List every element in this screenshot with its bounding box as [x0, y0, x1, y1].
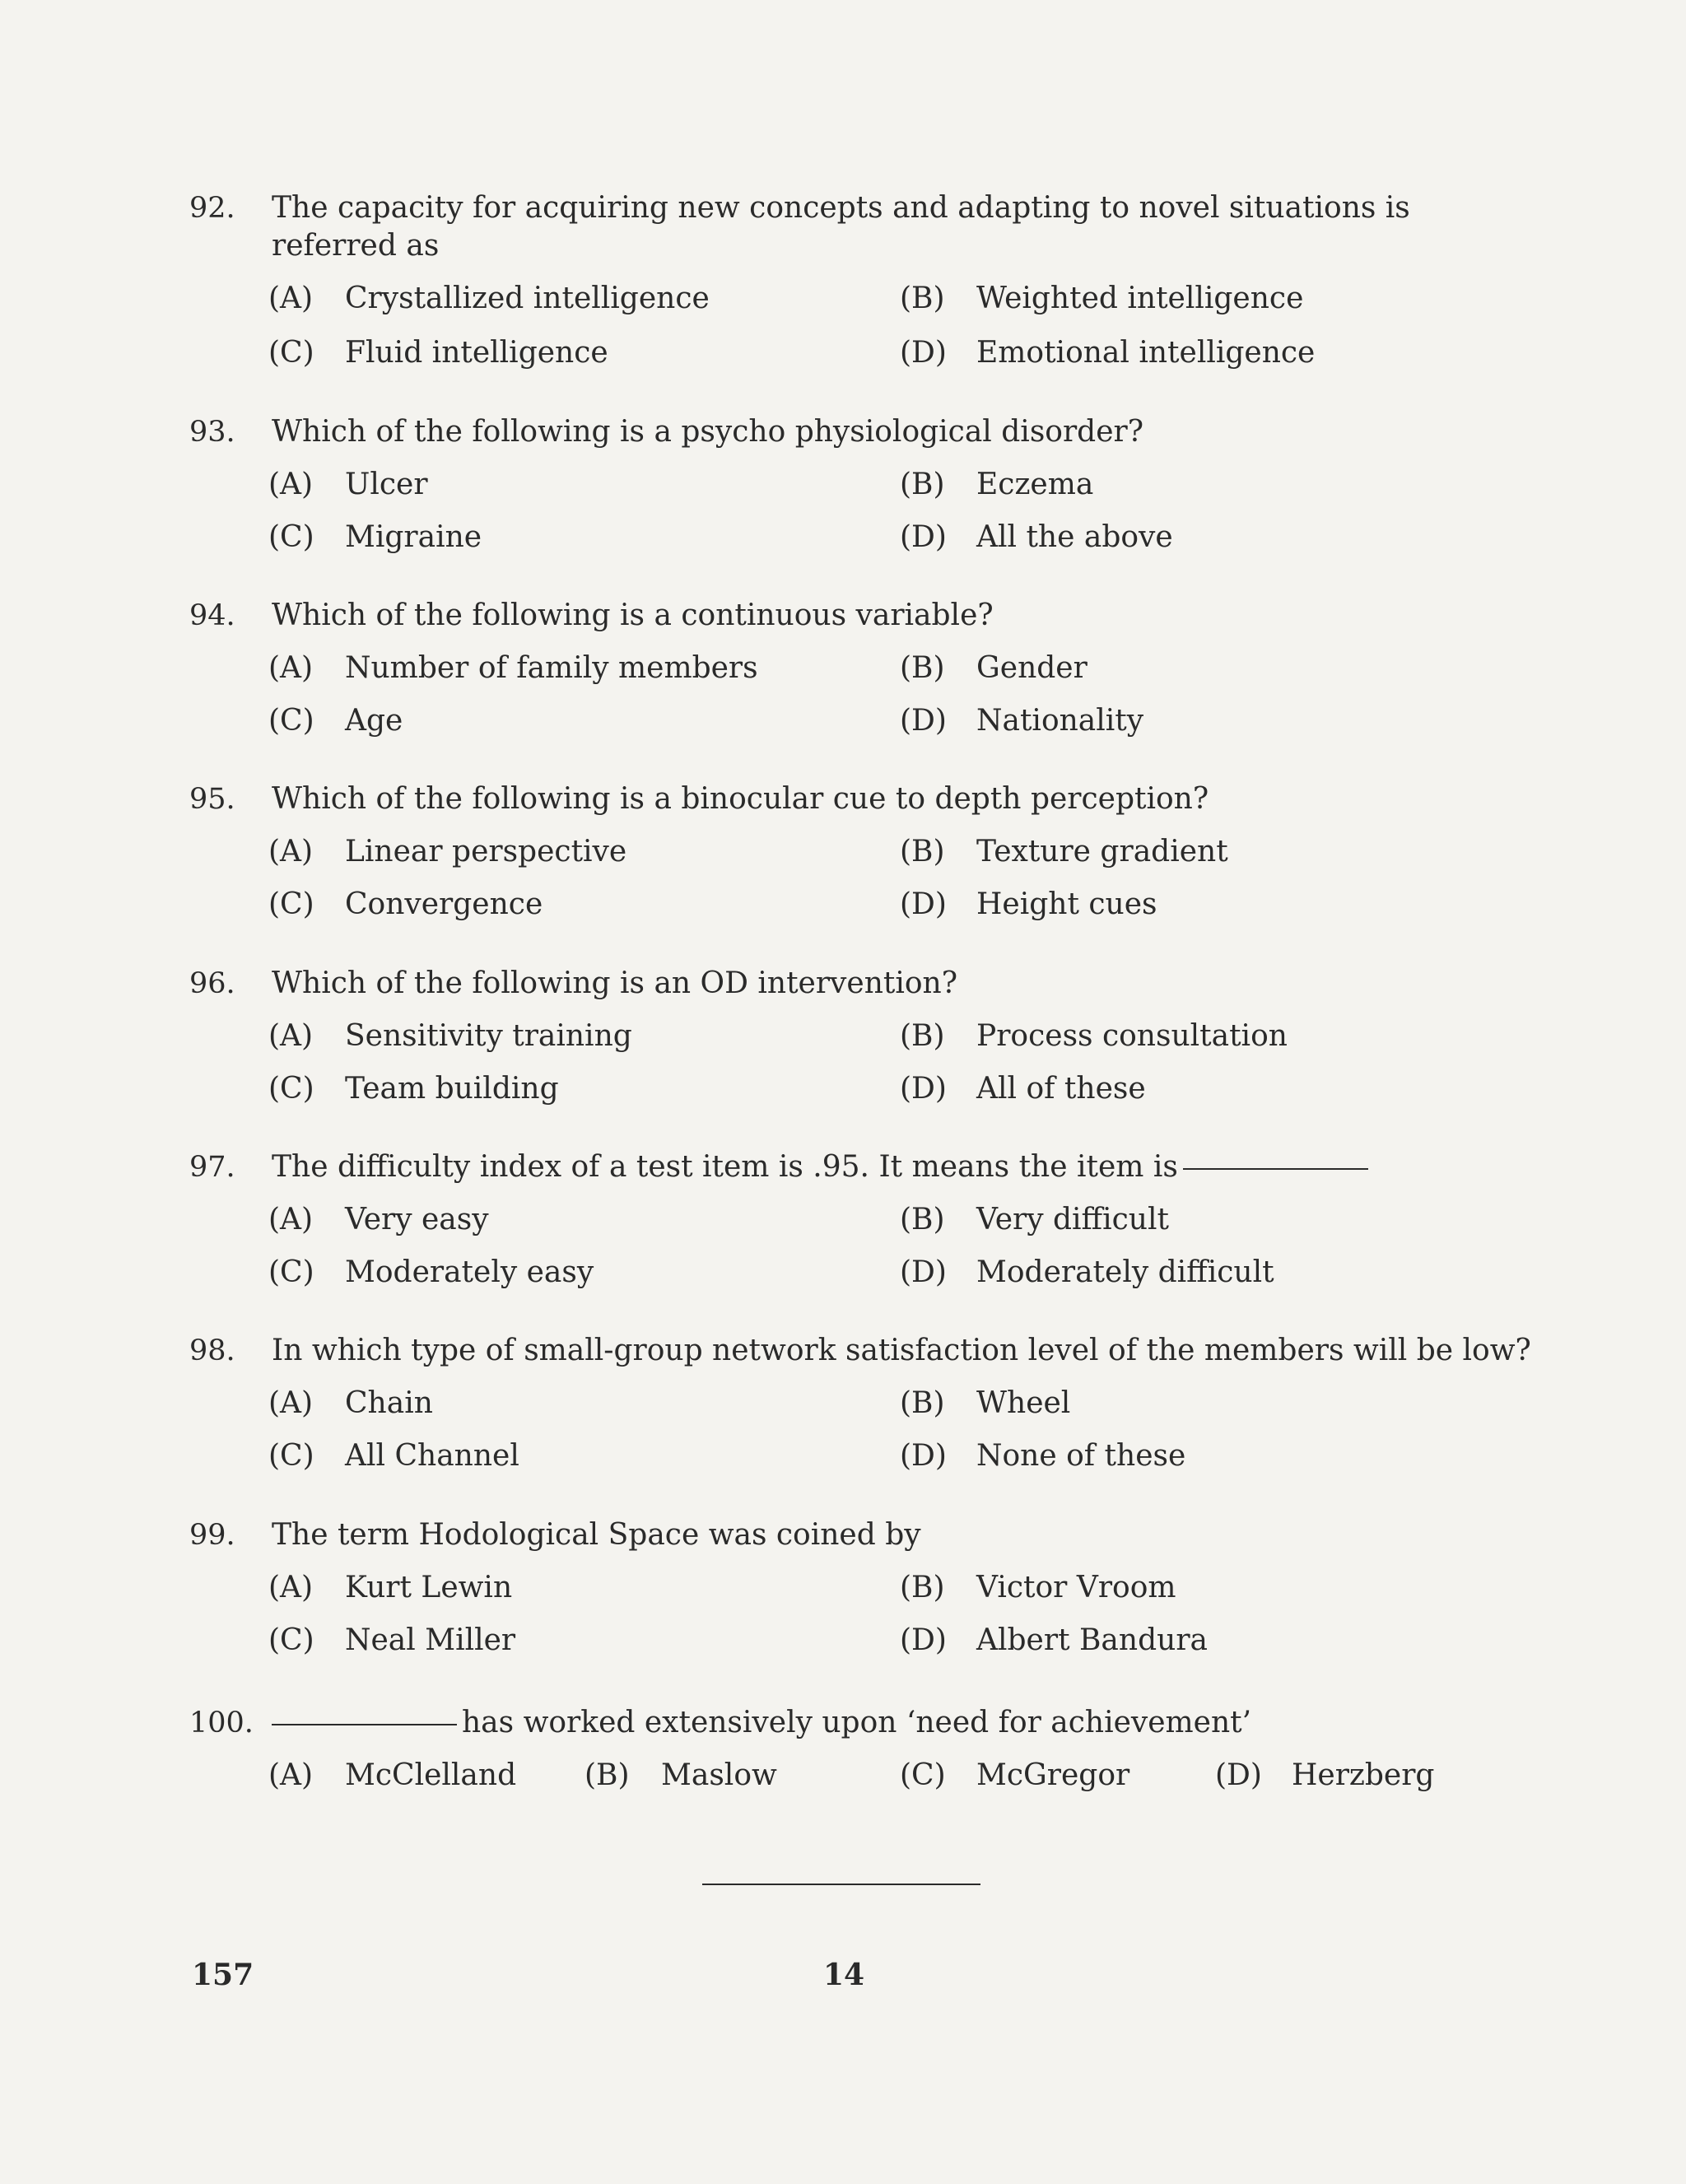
- option-a: [268, 1201, 489, 1239]
- option-text: All the above: [976, 520, 1173, 554]
- option-b: [900, 1201, 1169, 1239]
- option-d: [900, 886, 1157, 924]
- option-text: Very difficult: [976, 1203, 1169, 1236]
- option-c: [268, 519, 482, 556]
- option-text: Sensitivity training: [345, 1019, 632, 1053]
- end-divider: [702, 1884, 980, 1885]
- question-text: Which of the following is a binocular cue to depth perception?: [272, 782, 1209, 816]
- option-text: Weighted intelligence: [976, 282, 1304, 315]
- option-label: (C): [268, 1439, 314, 1473]
- option-a: [268, 466, 428, 504]
- option-label: (B): [585, 1758, 630, 1792]
- option-text: Wheel: [976, 1386, 1071, 1420]
- option-label: (A): [268, 282, 314, 315]
- option-label: (A): [268, 1203, 314, 1236]
- option-text: Fluid intelligence: [345, 336, 608, 370]
- option-a: [268, 650, 758, 687]
- option-text: Kurt Lewin: [345, 1571, 513, 1604]
- option-text: Neal Miller: [345, 1623, 516, 1657]
- option-c: [268, 702, 403, 740]
- option-text: Very easy: [345, 1203, 489, 1236]
- option-label: (A): [268, 468, 314, 501]
- option-label: (D): [900, 704, 947, 738]
- option-text: Herzberg: [1292, 1758, 1435, 1792]
- question-text: Which of the following is a continuous variable?: [272, 598, 994, 632]
- option-c: [268, 1437, 519, 1475]
- option-text: Team building: [345, 1072, 559, 1106]
- option-text: McGregor: [976, 1758, 1130, 1792]
- option-label: (B): [900, 1571, 945, 1604]
- option-b: [900, 466, 1093, 504]
- option-label: (D): [900, 520, 947, 554]
- option-label: (C): [900, 1758, 946, 1792]
- option-label: (D): [1215, 1758, 1262, 1792]
- option-label: (C): [268, 887, 314, 921]
- option-label: (B): [900, 835, 945, 868]
- option-label: (D): [900, 887, 947, 921]
- question-number: 93.: [189, 416, 235, 449]
- question-number: 96.: [189, 967, 235, 1000]
- option-a: [268, 1757, 516, 1795]
- option-label: (A): [268, 651, 314, 685]
- option-text: Chain: [345, 1386, 433, 1420]
- option-label: (D): [900, 1255, 947, 1289]
- option-text: Texture gradient: [976, 835, 1228, 868]
- option-text: Linear perspective: [345, 835, 627, 868]
- question-number: 99.: [189, 1519, 235, 1552]
- option-label: (C): [268, 520, 314, 554]
- option-c: [268, 1070, 559, 1108]
- option-text: Gender: [976, 651, 1088, 685]
- option-b: [900, 833, 1228, 871]
- option-c: [268, 1622, 515, 1660]
- option-label: (C): [268, 1255, 314, 1289]
- page-number: 14: [823, 1958, 865, 1992]
- option-text: Moderately easy: [345, 1255, 594, 1289]
- option-text: Nationality: [976, 704, 1144, 738]
- option-label: (B): [900, 1019, 945, 1053]
- option-text: Emotional intelligence: [976, 336, 1316, 370]
- option-text: Moderately difficult: [976, 1255, 1274, 1289]
- option-b: [900, 1385, 1070, 1423]
- option-d: [900, 1437, 1185, 1475]
- option-text: Crystallized intelligence: [345, 282, 710, 315]
- question-number: 97.: [189, 1151, 235, 1184]
- question-number: 100.: [189, 1707, 254, 1739]
- option-d: [900, 1254, 1274, 1292]
- option-text: Eczema: [976, 468, 1094, 501]
- question-text: In which type of small-group network satisfaction level of the members will be low?: [272, 1334, 1531, 1367]
- option-label: (D): [900, 1439, 947, 1473]
- option-text: Ulcer: [345, 468, 428, 501]
- option-label: (B): [900, 1203, 945, 1236]
- option-label: (A): [268, 835, 314, 868]
- question-number: 92.: [189, 192, 235, 225]
- option-text: McClelland: [345, 1758, 517, 1792]
- option-text: Migraine: [345, 520, 482, 554]
- option-label: (B): [900, 651, 945, 685]
- option-c: [900, 1757, 1129, 1795]
- option-d: [900, 334, 1315, 372]
- question-text-row: [272, 1148, 1507, 1186]
- option-label: (D): [900, 336, 947, 370]
- option-b: [900, 280, 1303, 318]
- option-label: (C): [268, 1072, 314, 1106]
- option-a: [268, 280, 710, 318]
- booklet-code: 157: [192, 1958, 254, 1992]
- option-label: (A): [268, 1758, 314, 1792]
- option-b: [900, 650, 1088, 687]
- option-label: (D): [900, 1072, 947, 1106]
- question-text: The capacity for acquiring new concepts and adapting to novel situations is referred as: [272, 191, 1410, 263]
- question-number: 95.: [189, 783, 235, 816]
- option-text: All of these: [976, 1072, 1146, 1106]
- answer-blank: [272, 1724, 457, 1725]
- question-text: The term Hodological Space was coined by: [272, 1518, 921, 1552]
- question-text: has worked extensively upon ‘need for achievement’: [462, 1706, 1252, 1739]
- option-d: [900, 1070, 1146, 1108]
- option-text: Maslow: [661, 1758, 777, 1792]
- option-b: [900, 1017, 1288, 1055]
- question-text: The difficulty index of a test item is .95. It means the item is: [272, 1150, 1178, 1184]
- option-label: (B): [900, 282, 945, 315]
- option-label: (A): [268, 1571, 314, 1604]
- option-label: (B): [900, 1386, 945, 1420]
- question-number: 98.: [189, 1334, 235, 1367]
- option-text: Process consultation: [976, 1019, 1288, 1053]
- question-text: Which of the following is an OD intervention?: [272, 966, 958, 1000]
- option-a: [268, 1569, 512, 1607]
- option-b: [585, 1757, 777, 1795]
- option-text: Number of family members: [345, 651, 758, 685]
- option-text: Age: [345, 704, 403, 738]
- option-d: [900, 519, 1173, 556]
- option-c: [268, 334, 608, 372]
- option-label: (D): [900, 1623, 947, 1657]
- option-text: Victor Vroom: [976, 1571, 1176, 1604]
- option-text: None of these: [976, 1439, 1186, 1473]
- option-label: (C): [268, 1623, 314, 1657]
- option-d: [900, 1622, 1208, 1660]
- option-text: All Channel: [345, 1439, 519, 1473]
- option-a: [268, 1385, 433, 1423]
- option-c: [268, 886, 543, 924]
- question-text-row: [272, 1704, 1507, 1742]
- question-text: Which of the following is a psycho physiological disorder?: [272, 415, 1144, 449]
- option-a: [268, 833, 626, 871]
- option-label: (B): [900, 468, 945, 501]
- option-a: [268, 1017, 632, 1055]
- option-b: [900, 1569, 1176, 1607]
- option-label: (A): [268, 1019, 314, 1053]
- answer-blank: [1183, 1168, 1368, 1170]
- option-label: (A): [268, 1386, 314, 1420]
- option-text: Height cues: [976, 887, 1157, 921]
- option-text: Albert Bandura: [976, 1623, 1208, 1657]
- option-label: (C): [268, 704, 314, 738]
- option-d: [1215, 1757, 1434, 1795]
- option-d: [900, 702, 1143, 740]
- option-text: Convergence: [345, 887, 543, 921]
- question-number: 94.: [189, 599, 235, 632]
- option-label: (C): [268, 336, 314, 370]
- option-c: [268, 1254, 594, 1292]
